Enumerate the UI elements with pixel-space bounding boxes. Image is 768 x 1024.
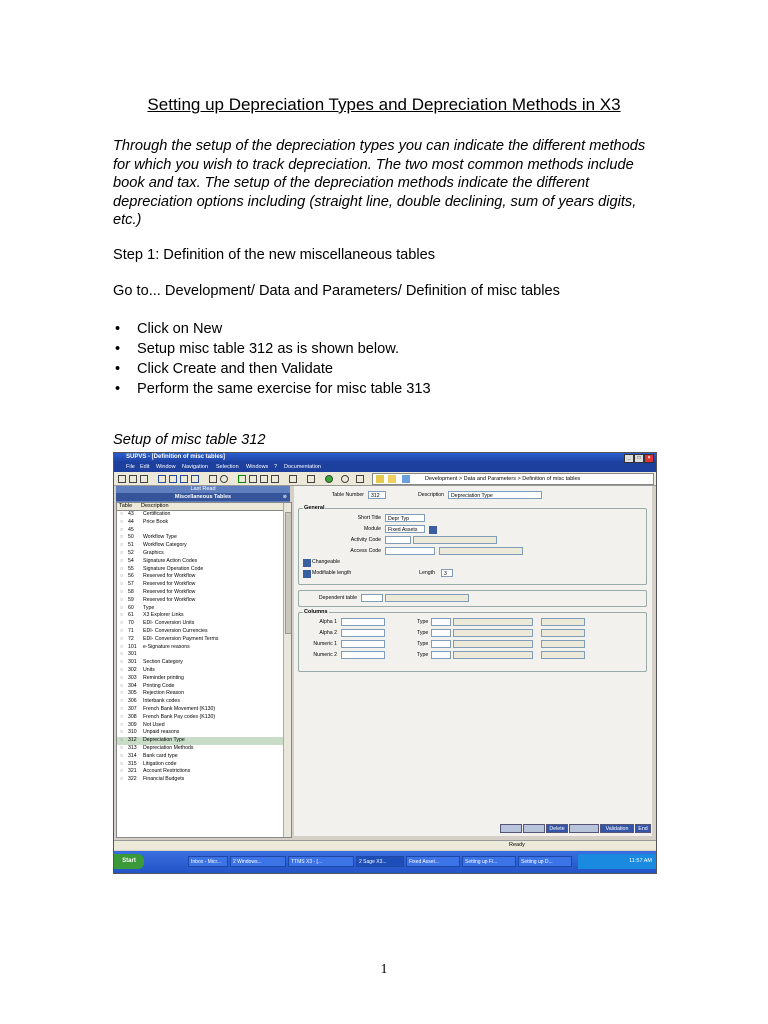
end-button[interactable]: End — [635, 824, 651, 833]
row-code: 315 — [128, 760, 137, 767]
toolbar — [114, 472, 656, 486]
row-code: 56 — [128, 573, 134, 580]
row-description: Workflow Type — [143, 534, 177, 541]
row-description: French Bank Pay codes (K130) — [143, 713, 216, 720]
grid-icon[interactable] — [289, 475, 297, 483]
row-code: 55 — [128, 565, 134, 572]
numeric-1-label: Numeric 1 — [313, 641, 337, 647]
description-label: Description — [418, 492, 444, 498]
table-row[interactable] — [117, 644, 283, 652]
menu-edit[interactable]: Edit — [140, 464, 150, 470]
disabled-button-2[interactable] — [523, 824, 545, 833]
table-row[interactable] — [117, 722, 283, 730]
row-bullet-icon: ○ — [120, 627, 124, 634]
row-bullet-icon: ○ — [120, 604, 124, 611]
alpha-2-type-field[interactable] — [431, 629, 451, 637]
row-bullet-icon: ○ — [120, 737, 124, 744]
row-code: 314 — [128, 752, 137, 759]
row-description: EDI- Conversion Currencies — [143, 627, 208, 634]
alpha-2-label: Alpha 2 — [319, 630, 337, 636]
module-select[interactable]: Fixed Assets — [385, 525, 425, 533]
row-bullet-icon: ○ — [120, 588, 124, 595]
row-description: Depreciation Type — [143, 737, 185, 744]
help-icon[interactable] — [220, 475, 228, 483]
short-title-field[interactable]: Depr Typ — [385, 514, 425, 522]
row-description: Section Category — [143, 659, 183, 666]
last-record-icon[interactable] — [191, 475, 199, 483]
instruction-list — [113, 319, 431, 399]
table-row[interactable] — [117, 573, 283, 581]
row-code: 307 — [128, 705, 137, 712]
row-code: 303 — [128, 674, 137, 681]
previous-record-icon[interactable] — [169, 475, 177, 483]
alpha-1-field[interactable] — [341, 618, 385, 626]
goto-instruction: Go to... Development/ Data and Parameters/ Definition of misc tables — [113, 283, 560, 299]
table-row[interactable] — [117, 612, 283, 620]
table-number-field[interactable]: 312 — [368, 491, 386, 499]
row-bullet-icon: ○ — [120, 526, 124, 533]
table-row[interactable] — [117, 542, 283, 550]
alpha-1-extra — [541, 618, 585, 626]
last-read-label[interactable]: Last Read — [190, 486, 216, 492]
disabled-button-1[interactable] — [500, 824, 522, 833]
taskbar-item[interactable]: Setting up D... — [518, 856, 572, 867]
row-description: Reminder printing — [143, 674, 184, 681]
row-bullet-icon: ○ — [120, 635, 124, 642]
numeric-2-type-label: Type — [417, 652, 429, 658]
table-row[interactable] — [117, 519, 283, 527]
row-description: Account Restrictions — [143, 768, 191, 775]
column-description[interactable]: Description — [141, 503, 169, 509]
row-bullet-icon: ○ — [120, 643, 124, 650]
row-code: 312 — [128, 737, 137, 744]
row-description: French Bank Movement (K130) — [143, 705, 216, 712]
taskbar-item[interactable]: 2 Sage X3... — [356, 856, 404, 867]
disabled-button-3[interactable] — [569, 824, 599, 833]
misc-tables-header: Miscellaneous Tables — [116, 493, 290, 501]
status-text: Ready — [509, 842, 525, 848]
row-bullet-icon: ○ — [120, 581, 124, 588]
page-number: 1 — [380, 962, 388, 977]
validation-button[interactable]: Validation — [600, 824, 634, 833]
taskbar-item[interactable]: TTMS X3 - [... — [288, 856, 354, 867]
numeric-2-label: Numeric 2 — [313, 652, 337, 658]
columns-section — [298, 609, 647, 672]
modifiable-length-label: Modifiable length — [312, 570, 352, 576]
row-bullet-icon: ○ — [120, 682, 124, 689]
chart-icon[interactable] — [307, 475, 315, 483]
alpha-1-label: Alpha 1 — [319, 619, 337, 625]
row-description: e-Signature reasons — [143, 643, 190, 650]
table-row[interactable] — [117, 745, 283, 753]
row-bullet-icon: ○ — [120, 721, 124, 728]
row-code: 70 — [128, 620, 134, 627]
list-item: • Perform the same exercise for misc table 313 — [113, 379, 431, 399]
list-item: • Click on New — [113, 319, 431, 339]
row-description: Reserved for Workflow — [143, 596, 196, 603]
table-row[interactable] — [117, 527, 283, 535]
dropdown-icon[interactable] — [429, 526, 437, 534]
access-code-desc — [439, 547, 523, 555]
row-bullet-icon: ○ — [120, 698, 124, 705]
row-description: Depreciation Methods — [143, 744, 194, 751]
info-icon[interactable] — [341, 475, 349, 483]
detail-form — [294, 486, 652, 836]
row-code: 101 — [128, 643, 137, 650]
menu-selection[interactable]: Selection — [216, 464, 239, 470]
numeric-1-type-desc — [453, 640, 533, 648]
row-code: 50 — [128, 534, 134, 541]
list-item: • Setup misc table 312 as is shown below. — [113, 339, 431, 359]
taskbar-item[interactable]: Setting up Fi... — [462, 856, 516, 867]
modifiable-length-checkbox[interactable] — [303, 570, 311, 578]
row-code: 321 — [128, 768, 137, 775]
alpha-2-type-label: Type — [417, 630, 429, 636]
module-label: Module — [363, 526, 381, 532]
row-bullet-icon: ○ — [120, 776, 124, 783]
favorite-star-icon[interactable] — [388, 475, 396, 483]
table-row[interactable] — [117, 761, 283, 769]
row-description: Financial Budgets — [143, 776, 185, 783]
row-bullet-icon: ○ — [120, 612, 124, 619]
print-icon[interactable] — [129, 475, 137, 483]
row-code: 52 — [128, 549, 134, 556]
row-bullet-icon: ○ — [120, 768, 124, 775]
table-number-label: Table Number — [331, 492, 364, 498]
row-description: Type — [143, 604, 155, 611]
row-description: Workflow Category — [143, 542, 187, 549]
navigation-icon[interactable] — [402, 475, 410, 483]
list-header — [117, 503, 283, 511]
pencil-icon[interactable] — [209, 475, 217, 483]
row-description: Graphics — [143, 549, 164, 556]
row-code: 60 — [128, 604, 134, 611]
taskbar-item[interactable]: 2 Windows... — [230, 856, 286, 867]
breadcrumb — [372, 473, 654, 485]
row-bullet-icon: ○ — [120, 534, 124, 541]
row-code: 304 — [128, 682, 137, 689]
activity-code-field[interactable] — [385, 536, 411, 544]
scrollbar-thumb[interactable] — [285, 512, 292, 634]
table-row[interactable] — [117, 534, 283, 542]
table-row[interactable] — [117, 550, 283, 558]
row-code: 301 — [128, 659, 137, 666]
row-bullet-icon: ○ — [120, 744, 124, 751]
alpha-1-type-desc — [453, 618, 533, 626]
row-code: 54 — [128, 557, 134, 564]
alpha-2-type-desc — [453, 629, 533, 637]
row-code: 302 — [128, 666, 137, 673]
step-1-heading: Step 1: Definition of the new miscellaneous tables — [113, 247, 436, 263]
menu-navigation[interactable]: Navigation — [182, 464, 208, 470]
table-row[interactable] — [117, 714, 283, 722]
row-code: 51 — [128, 542, 134, 549]
row-description: Interbank codes — [143, 698, 180, 705]
minimize-icon[interactable]: _ — [624, 454, 634, 463]
numeric-2-field[interactable] — [341, 651, 385, 659]
row-description: Signature Action Codes — [143, 557, 198, 564]
table-row[interactable] — [117, 597, 283, 605]
maximize-icon[interactable]: □ — [634, 454, 644, 463]
row-bullet-icon: ○ — [120, 690, 124, 697]
description-field[interactable]: Depreciation Type — [448, 491, 542, 499]
row-bullet-icon: ○ — [120, 542, 124, 549]
row-code: 71 — [128, 627, 134, 634]
system-tray-clock: 11:57 AM — [578, 854, 656, 869]
numeric-2-type-field[interactable] — [431, 651, 451, 659]
list-scrollbar[interactable] — [283, 503, 291, 837]
table-row[interactable] — [117, 620, 283, 628]
taskbar — [114, 851, 656, 873]
window-title: SUPVS - [Definition of misc tables] — [126, 454, 226, 460]
general-section — [298, 505, 647, 585]
dependent-section — [298, 590, 647, 607]
numeric-1-extra — [541, 640, 585, 648]
row-code: 306 — [128, 698, 137, 705]
row-bullet-icon: ○ — [120, 713, 124, 720]
row-description: Price Book — [143, 518, 169, 525]
table-row[interactable] — [117, 659, 283, 667]
save-icon[interactable] — [118, 475, 126, 483]
row-description: Not Used — [143, 721, 165, 728]
table-row[interactable] — [117, 753, 283, 761]
panel-close-icon[interactable]: ⊗ — [282, 494, 287, 500]
misc-tables-list — [116, 502, 292, 838]
numeric-1-type-label: Type — [417, 641, 429, 647]
table-row[interactable] — [117, 698, 283, 706]
copy-icon[interactable] — [249, 475, 257, 483]
options-icon[interactable] — [356, 475, 364, 483]
row-description: Unpaid reasons — [143, 729, 180, 736]
changeable-checkbox[interactable] — [303, 559, 311, 567]
alpha-2-field[interactable] — [341, 629, 385, 637]
document-title: Setting up Depreciation Types and Depreciation Methods in X3 — [147, 95, 621, 114]
row-description: EDI- Conversion Units — [143, 620, 195, 627]
row-code: 45 — [128, 526, 134, 533]
length-field[interactable]: 3 — [441, 569, 453, 577]
alpha-2-extra — [541, 629, 585, 637]
refresh-icon[interactable] — [325, 475, 333, 483]
row-description: Rejection Reason — [143, 690, 184, 697]
row-code: 72 — [128, 635, 134, 642]
row-description: X3 Explorer Links — [143, 612, 184, 619]
first-record-icon[interactable] — [158, 475, 166, 483]
row-code: 305 — [128, 690, 137, 697]
alpha-1-type-field[interactable] — [431, 618, 451, 626]
row-code: 57 — [128, 581, 134, 588]
delete-button[interactable]: Delete — [546, 824, 568, 833]
row-description: EDI- Conversion Payment Terms — [143, 635, 219, 642]
close-icon[interactable]: × — [644, 454, 654, 463]
table-row[interactable] — [117, 768, 283, 776]
numeric-2-extra — [541, 651, 585, 659]
left-panel-header — [116, 486, 290, 502]
table-row[interactable] — [117, 729, 283, 737]
numeric-2-type-desc — [453, 651, 533, 659]
row-code: 61 — [128, 612, 134, 619]
row-code: 308 — [128, 713, 137, 720]
row-description: Reserved for Workflow — [143, 573, 196, 580]
table-row[interactable] — [117, 581, 283, 589]
row-bullet-icon: ○ — [120, 620, 124, 627]
row-bullet-icon: ○ — [120, 666, 124, 673]
row-code: 58 — [128, 588, 134, 595]
list-icon[interactable] — [140, 475, 148, 483]
changeable-label: Changeable — [312, 559, 340, 565]
row-bullet-icon: ○ — [120, 518, 124, 525]
row-description: Reserved for Workflow — [143, 581, 196, 588]
next-record-icon[interactable] — [180, 475, 188, 483]
row-bullet-icon: ○ — [120, 549, 124, 556]
status-bar — [114, 840, 656, 850]
menu-file[interactable]: File — [126, 464, 135, 470]
row-description: Bank card type — [143, 752, 178, 759]
row-bullet-icon: ○ — [120, 565, 124, 572]
activity-code-label: Activity Code — [350, 537, 381, 543]
column-table[interactable]: Table — [119, 503, 133, 509]
table-row[interactable] — [117, 683, 283, 691]
row-code: 309 — [128, 721, 137, 728]
taskbar-item[interactable]: Fixed Asset... — [406, 856, 460, 867]
numeric-1-type-field[interactable] — [431, 640, 451, 648]
menu-window[interactable]: Window — [156, 464, 176, 470]
row-bullet-icon: ○ — [120, 760, 124, 767]
row-bullet-icon: ○ — [120, 557, 124, 564]
taskbar-item[interactable]: Inbox - Micr... — [188, 856, 228, 867]
table-row[interactable] — [117, 511, 283, 519]
alpha-1-type-label: Type — [417, 619, 429, 625]
window-titlebar — [114, 453, 656, 463]
table-row[interactable] — [117, 636, 283, 644]
access-code-label: Access Code — [350, 548, 381, 554]
home-icon[interactable] — [376, 475, 384, 483]
breadcrumb-path[interactable]: Development > Data and Parameters > Definition of misc tables — [425, 476, 581, 482]
row-bullet-icon: ○ — [120, 659, 124, 666]
row-bullet-icon: ○ — [120, 651, 124, 658]
menu-documentation[interactable]: Documentation — [284, 464, 321, 470]
row-code: 44 — [128, 518, 134, 525]
list-item: • Click Create and then Validate — [113, 359, 431, 379]
table-row[interactable] — [117, 628, 283, 636]
dependent-table-desc — [385, 594, 469, 602]
menu-windows[interactable]: Windows — [246, 464, 269, 470]
row-description: Litigation code — [143, 760, 177, 767]
row-code: 313 — [128, 744, 137, 751]
cut-icon[interactable] — [238, 475, 246, 483]
row-bullet-icon: ○ — [120, 596, 124, 603]
short-title-label: Short Title — [357, 515, 381, 521]
row-description: Signature Operation Code — [143, 565, 204, 572]
length-label: Length — [419, 570, 435, 576]
activity-code-desc — [413, 536, 497, 544]
numeric-1-field[interactable] — [341, 640, 385, 648]
menu-help[interactable]: ? — [274, 464, 278, 470]
menu-bar — [114, 463, 656, 472]
row-description: Certification — [143, 511, 171, 517]
list-rows — [117, 511, 283, 784]
row-code: 322 — [128, 776, 137, 783]
row-description: Printing Code — [143, 682, 175, 689]
row-bullet-icon: ○ — [120, 674, 124, 681]
table-row[interactable] — [117, 558, 283, 566]
columns-label: Columns — [304, 609, 328, 615]
table-row[interactable] — [117, 651, 283, 659]
intro-paragraph: Through the setup of the depreciation types you can indicate the different methods for which you wish to track depreciation. The two most common methods include book and tax. The setup of the depreciation methods indicate the different depreciation options including (straight line, double declining, sum of years digits, etc.) — [113, 138, 646, 228]
table-row[interactable] — [117, 566, 283, 574]
table-row[interactable] — [117, 589, 283, 597]
figure-caption: Setup of misc table 312 — [113, 432, 266, 448]
row-bullet-icon: ○ — [120, 752, 124, 759]
access-code-field[interactable] — [385, 547, 435, 555]
row-code: 310 — [128, 729, 137, 736]
row-code: 59 — [128, 596, 134, 603]
table-row[interactable] — [117, 605, 283, 613]
format-icon[interactable] — [271, 475, 279, 483]
table-row[interactable] — [117, 690, 283, 698]
table-row[interactable] — [117, 706, 283, 714]
row-description: Units — [143, 666, 155, 673]
row-bullet-icon: ○ — [120, 705, 124, 712]
start-button[interactable]: Start — [114, 854, 144, 869]
row-bullet-icon: ○ — [120, 729, 124, 736]
paste-icon[interactable] — [260, 475, 268, 483]
dependent-table-field[interactable] — [361, 594, 383, 602]
table-row[interactable] — [117, 675, 283, 683]
row-code: 43 — [128, 511, 134, 517]
dependent-table-label: Dependent table — [318, 595, 357, 601]
table-row[interactable] — [117, 776, 283, 784]
row-bullet-icon: ○ — [120, 511, 124, 517]
general-label: General — [304, 505, 325, 511]
table-row[interactable] — [117, 667, 283, 675]
row-code: 301 — [128, 651, 137, 658]
row-description: Reserved for Workflow — [143, 588, 196, 595]
screenshot — [113, 452, 657, 874]
table-row[interactable] — [117, 737, 283, 745]
row-bullet-icon: ○ — [120, 573, 124, 580]
